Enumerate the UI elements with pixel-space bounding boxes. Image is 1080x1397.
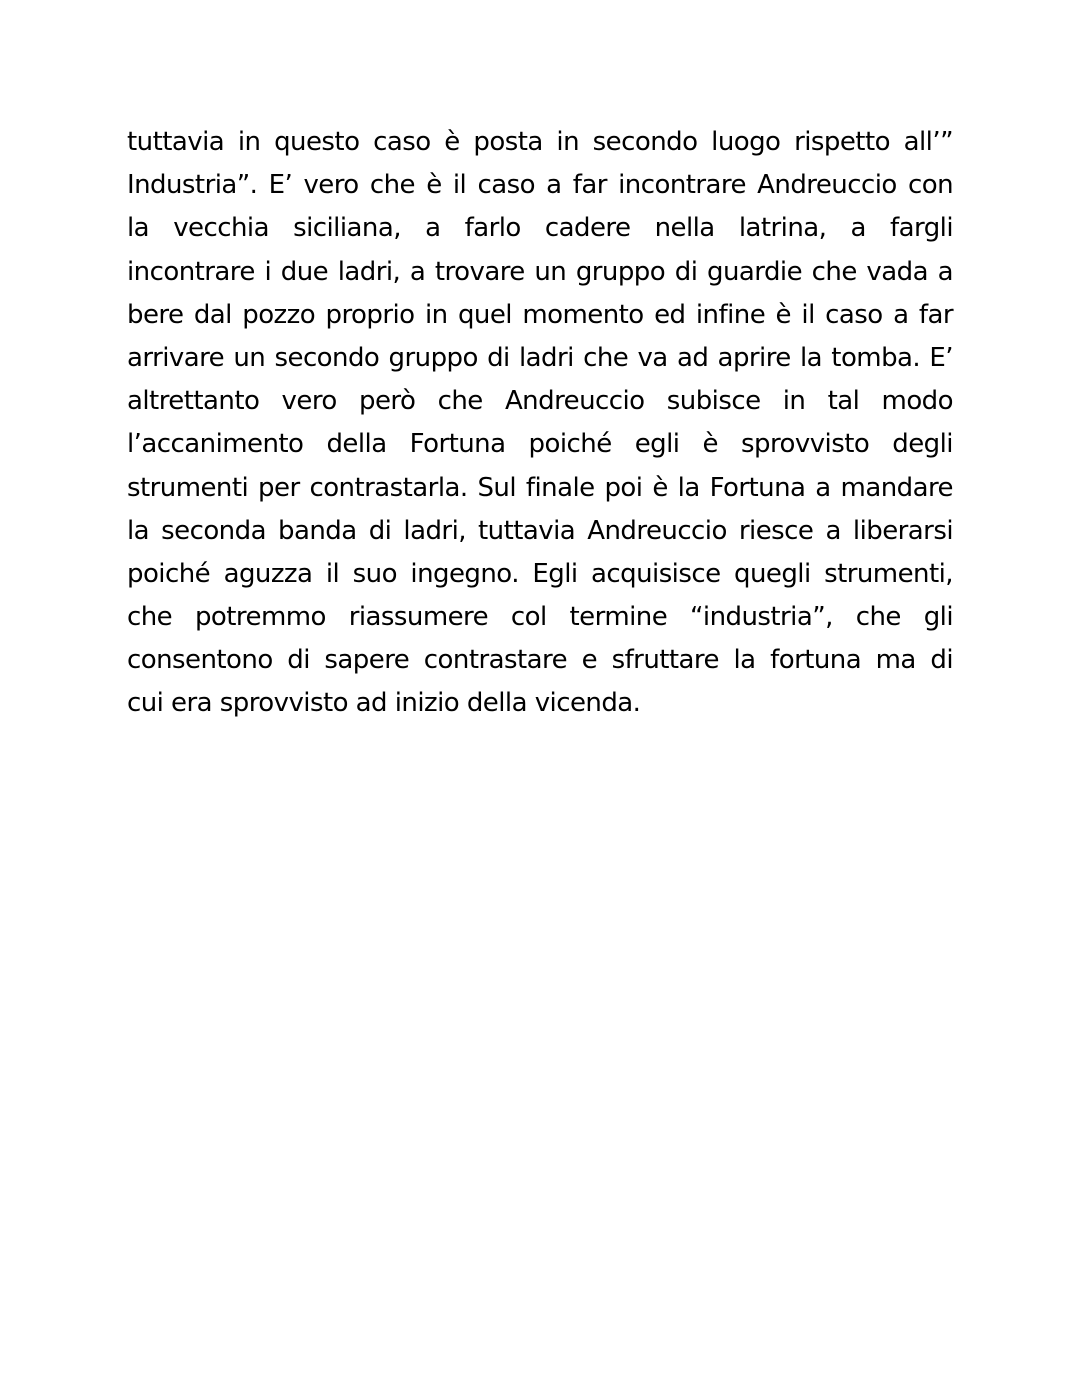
paragraph-line: che potremmo riassumere col termine “industria”, che gli xyxy=(127,602,953,633)
paragraph-line: consentono di sapere contrastare e sfruttare la fortuna ma di xyxy=(127,645,953,676)
paragraph-line-last: cui era sprovvisto ad inizio della vicenda. xyxy=(127,688,641,719)
paragraph-line: l’accanimento della Fortuna poiché egli è sprovvisto degli xyxy=(127,429,953,460)
body-paragraph xyxy=(127,121,953,726)
paragraph-line: strumenti per contrastarla. Sul finale poi è la Fortuna a mandare xyxy=(127,472,953,503)
paragraph-line: arrivare un secondo gruppo di ladri che va ad aprire la tomba. E’ xyxy=(127,342,953,373)
paragraph-line: la seconda banda di ladri, tuttavia Andreuccio riesce a liberarsi xyxy=(127,515,953,546)
paragraph-line: altrettanto vero però che Andreuccio subisce in tal modo xyxy=(127,386,953,417)
paragraph-line: bere dal pozzo proprio in quel momento ed infine è il caso a far xyxy=(127,299,953,330)
paragraph-line: la vecchia siciliana, a farlo cadere nella latrina, a fargli xyxy=(127,213,953,244)
paragraph-line: incontrare i due ladri, a trovare un gruppo di guardie che vada a xyxy=(127,256,953,287)
paragraph-line: Industria”. E’ vero che è il caso a far incontrare Andreuccio con xyxy=(127,170,953,201)
paragraph-line: poiché aguzza il suo ingegno. Egli acquisisce quegli strumenti, xyxy=(127,558,953,589)
paragraph-line: tuttavia in questo caso è posta in secondo luogo rispetto all’” xyxy=(127,127,953,157)
